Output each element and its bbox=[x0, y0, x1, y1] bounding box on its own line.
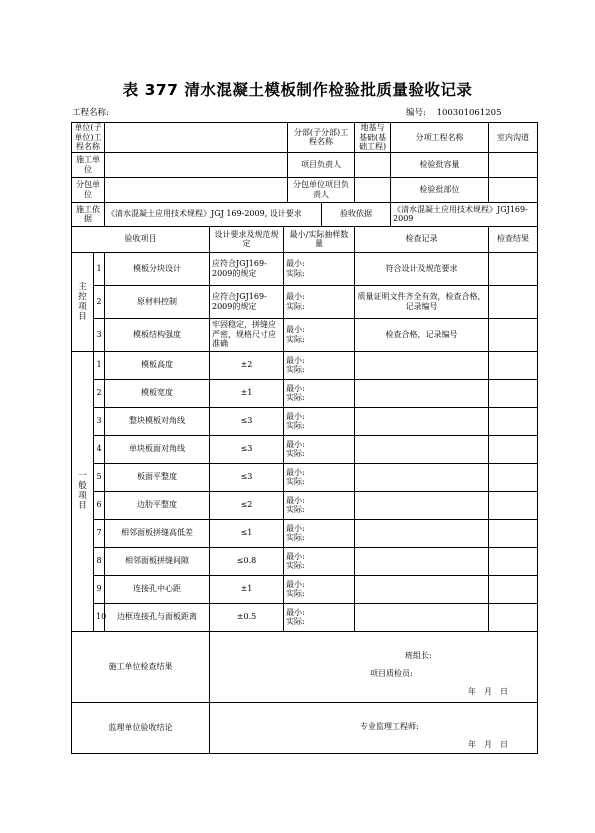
acceptance-basis-value: 《清水混凝土应用技术规程》JGJ169-2009 bbox=[391, 202, 538, 226]
acceptance-basis-label: 验收依据 bbox=[322, 202, 391, 226]
table-row bbox=[72, 285, 538, 318]
sample-cell[interactable]: 最小: 实际: bbox=[284, 379, 355, 407]
item-name: 单块板面对角线 bbox=[105, 435, 210, 463]
item-no: 4 bbox=[94, 435, 105, 463]
engineer-label: 专业监理工程师: bbox=[360, 721, 419, 731]
item-no: 3 bbox=[94, 407, 105, 435]
item-no: 10 bbox=[94, 603, 105, 631]
item-result[interactable] bbox=[489, 285, 538, 318]
construction-unit-label: 施工单位 bbox=[72, 152, 105, 177]
table-row bbox=[72, 318, 538, 351]
code-label: 编号: bbox=[406, 108, 426, 118]
item-design: 应符合JGJ169-2009的规定 bbox=[210, 252, 284, 285]
col-record: 检查记录 bbox=[355, 226, 489, 252]
sample-cell[interactable]: 最小: 实际: bbox=[284, 435, 355, 463]
batch-capacity-label: 检验批容量 bbox=[391, 152, 489, 177]
item-result[interactable] bbox=[489, 351, 538, 379]
unit-label: 单位(子单位)工程名称 bbox=[72, 123, 105, 153]
sub-pm-value[interactable] bbox=[355, 177, 391, 202]
item-record: 检查合格，记录编号 bbox=[355, 318, 489, 351]
item-no: 8 bbox=[94, 547, 105, 575]
item-no: 7 bbox=[94, 519, 105, 547]
item-design: 牢固稳定，拼缝应严密，规格尺寸应准确 bbox=[210, 318, 284, 351]
item-record[interactable] bbox=[355, 435, 489, 463]
item-design: ±1 bbox=[210, 379, 284, 407]
unit-value[interactable] bbox=[105, 123, 288, 153]
item-record[interactable] bbox=[355, 603, 489, 631]
item-result[interactable] bbox=[489, 407, 538, 435]
sample-cell[interactable]: 最小: 实际: bbox=[284, 463, 355, 491]
basis-value: 《清水混凝土应用技术规程》JGJ 169-2009, 设计要求 bbox=[105, 202, 322, 226]
item-record[interactable] bbox=[355, 463, 489, 491]
table-row bbox=[72, 379, 538, 407]
col-result: 检查结果 bbox=[489, 226, 538, 252]
item-name: 模板分块设计 bbox=[105, 252, 210, 285]
pm-label: 项目负责人 bbox=[288, 152, 355, 177]
item-no: 9 bbox=[94, 575, 105, 603]
item-result[interactable] bbox=[489, 318, 538, 351]
item-result[interactable] bbox=[489, 379, 538, 407]
sample-cell[interactable]: 最小: 实际: bbox=[284, 603, 355, 631]
basis-label: 施工依据 bbox=[72, 202, 105, 226]
form-code bbox=[406, 106, 501, 118]
batch-location-label: 检验批部位 bbox=[391, 177, 489, 202]
table-row bbox=[72, 435, 538, 463]
sample-cell[interactable]: 最小: 实际: bbox=[284, 491, 355, 519]
date-label: 年 月 日 bbox=[468, 739, 508, 749]
item-result[interactable] bbox=[489, 547, 538, 575]
item-record[interactable] bbox=[355, 491, 489, 519]
date-label: 年 月 日 bbox=[468, 686, 508, 696]
item-record[interactable] bbox=[355, 519, 489, 547]
item-record[interactable] bbox=[355, 547, 489, 575]
division-label: 分部(子分部)工程名称 bbox=[288, 123, 355, 153]
item-name: 原材料控制 bbox=[105, 285, 210, 318]
supervision-label: 监理单位验收结论 bbox=[72, 702, 210, 753]
leader-label: 班组长: bbox=[405, 650, 432, 660]
item-no: 1 bbox=[94, 351, 105, 379]
item-record[interactable] bbox=[355, 575, 489, 603]
item-name: 整块模板对角线 bbox=[105, 407, 210, 435]
subitem-label: 分项工程名称 bbox=[391, 123, 489, 153]
col-design: 设计要求及规范规定 bbox=[210, 226, 284, 252]
sample-cell[interactable]: 最小: 实际: bbox=[284, 252, 355, 285]
table-row bbox=[72, 463, 538, 491]
item-design: ≤3 bbox=[210, 407, 284, 435]
sample-cell[interactable]: 最小: 实际: bbox=[284, 519, 355, 547]
item-no: 5 bbox=[94, 463, 105, 491]
item-no: 2 bbox=[94, 379, 105, 407]
general-group-label: 一 般 项 目 bbox=[72, 351, 94, 631]
construction-check-cell[interactable] bbox=[210, 631, 538, 702]
subcontract-unit-value[interactable] bbox=[105, 177, 288, 202]
table-row bbox=[72, 547, 538, 575]
code-value: 100301061205 bbox=[436, 108, 502, 118]
col-sample: 最小/实际抽样数量 bbox=[284, 226, 355, 252]
page-title: 表 377 清水混凝土模板制作检验批质量验收记录 bbox=[122, 81, 473, 99]
table-row bbox=[72, 575, 538, 603]
item-record[interactable] bbox=[355, 351, 489, 379]
item-result[interactable] bbox=[489, 603, 538, 631]
item-design: ±2 bbox=[210, 351, 284, 379]
item-record: 质量证明文件齐全有效，检查合格，记录编号 bbox=[355, 285, 489, 318]
item-design: ≤3 bbox=[210, 463, 284, 491]
batch-capacity-value[interactable] bbox=[489, 152, 538, 177]
item-result[interactable] bbox=[489, 252, 538, 285]
table-row bbox=[72, 351, 538, 379]
item-name: 模板宽度 bbox=[105, 379, 210, 407]
item-result[interactable] bbox=[489, 575, 538, 603]
item-design: ≤3 bbox=[210, 435, 284, 463]
table-row bbox=[72, 491, 538, 519]
sample-cell[interactable]: 最小: 实际: bbox=[284, 285, 355, 318]
subitem-value[interactable]: 室内沟道 bbox=[489, 123, 538, 153]
division-value[interactable]: 地基与基础(基础工程) bbox=[355, 123, 391, 153]
item-name: 边肋平整度 bbox=[105, 491, 210, 519]
item-result[interactable] bbox=[489, 519, 538, 547]
sample-cell[interactable]: 最小: 实际: bbox=[284, 575, 355, 603]
item-record[interactable] bbox=[355, 379, 489, 407]
construction-check-label: 施工单位检查结果 bbox=[72, 631, 210, 702]
item-record[interactable] bbox=[355, 407, 489, 435]
item-name: 边框连接孔与面板距离 bbox=[105, 603, 210, 631]
project-name-label: 工程名称: bbox=[72, 108, 109, 118]
item-result[interactable] bbox=[489, 463, 538, 491]
sample-cell[interactable]: 最小: 实际: bbox=[284, 547, 355, 575]
table-row bbox=[72, 603, 538, 631]
sample-cell[interactable]: 最小: 实际: bbox=[284, 351, 355, 379]
item-name: 模板结构强度 bbox=[105, 318, 210, 351]
item-record: 符合设计及规范要求 bbox=[355, 252, 489, 285]
construction-unit-value[interactable] bbox=[105, 152, 288, 177]
item-name: 连接孔中心距 bbox=[105, 575, 210, 603]
table-row bbox=[72, 252, 538, 285]
item-result[interactable] bbox=[489, 435, 538, 463]
item-no: 2 bbox=[94, 285, 105, 318]
sample-cell[interactable]: 最小: 实际: bbox=[284, 407, 355, 435]
batch-location-value[interactable] bbox=[489, 177, 538, 202]
item-name: 相邻面板拼缝高低差 bbox=[105, 519, 210, 547]
item-design: ≤0.8 bbox=[210, 547, 284, 575]
item-name: 板面平整度 bbox=[105, 463, 210, 491]
table-row bbox=[72, 519, 538, 547]
supervision-cell[interactable] bbox=[210, 702, 538, 753]
table-row bbox=[72, 407, 538, 435]
subcontract-unit-label: 分包单位 bbox=[72, 177, 105, 202]
item-result[interactable] bbox=[489, 491, 538, 519]
item-name: 相邻面板拼缝间隙 bbox=[105, 547, 210, 575]
item-design: ≤2 bbox=[210, 491, 284, 519]
sample-cell[interactable]: 最小: 实际: bbox=[284, 318, 355, 351]
sub-pm-label: 分包单位项目负责人 bbox=[288, 177, 355, 202]
item-design: 应符合JGJ169-2009的规定 bbox=[210, 285, 284, 318]
acceptance-table bbox=[71, 122, 538, 754]
item-design: ±1 bbox=[210, 575, 284, 603]
item-name: 模板高度 bbox=[105, 351, 210, 379]
inspector-label: 项目质检员: bbox=[370, 668, 413, 678]
item-design: ≤1 bbox=[210, 519, 284, 547]
item-no: 6 bbox=[94, 491, 105, 519]
item-design: ±0.5 bbox=[210, 603, 284, 631]
pm-value[interactable] bbox=[355, 152, 391, 177]
item-no: 3 bbox=[94, 318, 105, 351]
col-item: 验收项目 bbox=[72, 226, 210, 252]
item-no: 1 bbox=[94, 252, 105, 285]
main-group-label: 主 控 项 目 bbox=[72, 252, 94, 351]
